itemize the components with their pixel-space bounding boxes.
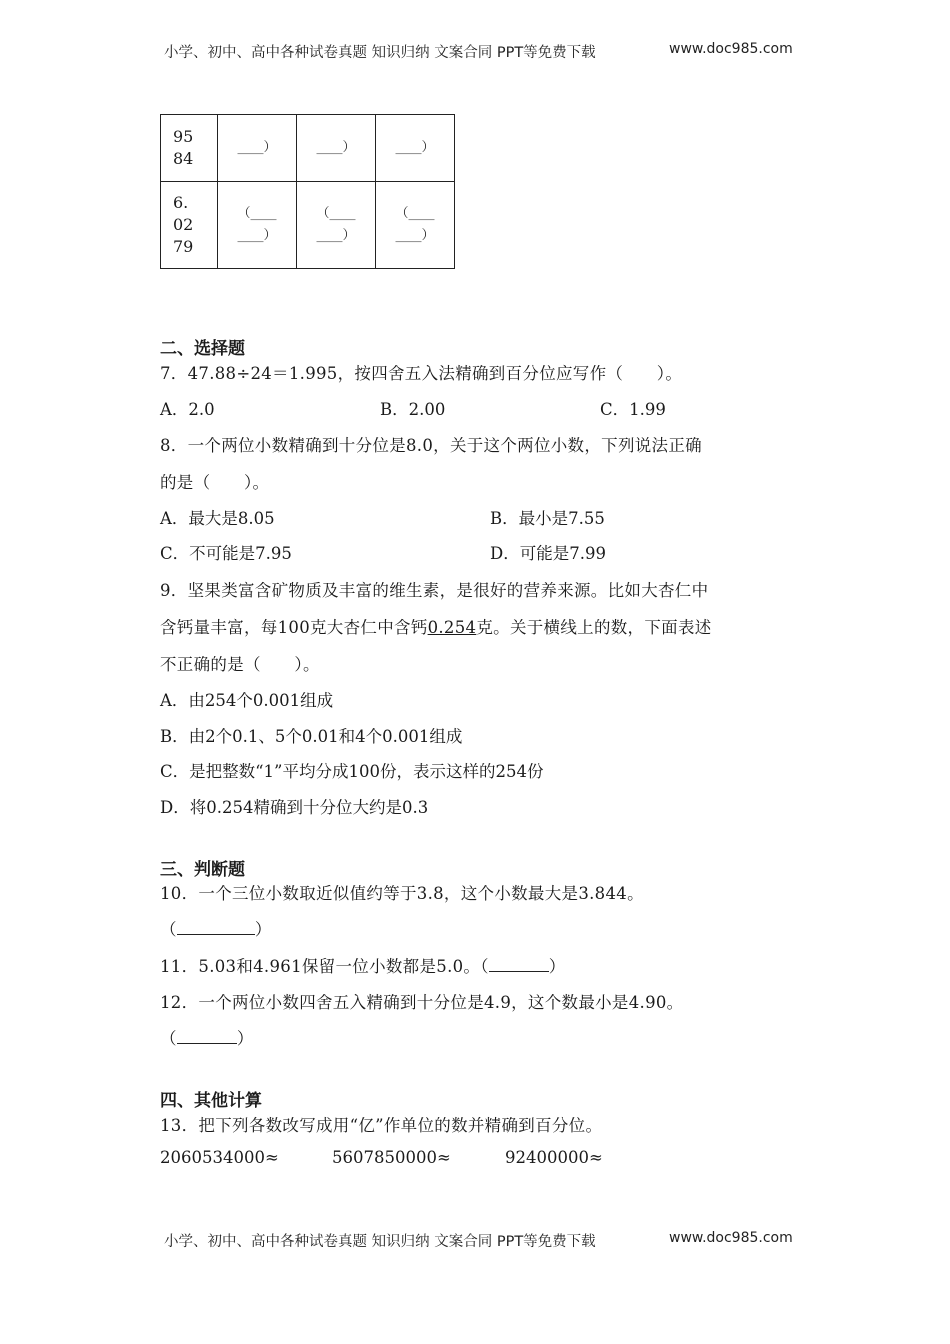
question-9-line2: 含钙量丰富，每100克大杏仁中含钙0.254克。关于横线上的数，下面表述 (160, 618, 712, 637)
question-7: 7．47.88÷24＝1.995，按四舍五入法精确到百分位应写作（ ）。 (160, 364, 683, 383)
question-11: 11．5.03和4.961保留一位小数都是5.0。（ ） (160, 957, 566, 976)
table-row (161, 182, 455, 269)
answer-blank[interactable]: ____） (218, 115, 297, 182)
option-8b[interactable]: B．最小是7.55 (490, 509, 605, 528)
option-7a[interactable]: A．2.0 (160, 400, 215, 419)
option-9b[interactable]: B．由2个0.1、5个0.01和4个0.001组成 (160, 727, 463, 746)
footer-site-link[interactable]: www.doc985.com (669, 1230, 793, 1246)
calc-item[interactable]: 92400000≈ (505, 1148, 603, 1167)
question-8-line1: 8．一个两位小数精确到十分位是8.0，关于这个两位小数，下列说法正确 (160, 436, 702, 455)
page-header (164, 41, 950, 62)
underlined-number: 0.254 (427, 618, 477, 637)
question-12: 12．一个两位小数四舍五入精确到十分位是4.9，这个数最小是4.90。 (160, 993, 684, 1012)
table-number-cell: 95 84 (161, 115, 218, 182)
calc-item[interactable]: 5607850000≈ (332, 1148, 451, 1167)
section-title-choice: 二、选择题 (160, 339, 245, 359)
page-footer (164, 1230, 950, 1251)
question-12-answer[interactable]: （ ） (160, 1029, 254, 1048)
section-title-judge: 三、判断题 (160, 860, 245, 880)
answer-blank[interactable]: ____） (297, 115, 376, 182)
option-9a[interactable]: A．由254个0.001组成 (160, 691, 334, 710)
footer-text: 小学、初中、高中各种试卷真题 知识归纳 文案合同 PPT等免费下载 (164, 1234, 596, 1250)
option-9d[interactable]: D．将0.254精确到十分位大约是0.3 (160, 798, 429, 817)
question-11-answer[interactable]: （ ） (480, 957, 566, 976)
table-number-cell: 6. 02 79 (161, 182, 218, 269)
answer-blank[interactable]: （____ ____） (218, 182, 297, 269)
answer-blank[interactable]: （____ ____） (376, 182, 455, 269)
option-8d[interactable]: D．可能是7.99 (490, 544, 606, 563)
table-row (161, 115, 455, 182)
rounding-table (160, 114, 455, 269)
question-10-answer[interactable]: （ ） (160, 920, 272, 939)
option-8c[interactable]: C．不可能是7.95 (160, 544, 292, 563)
question-13: 13．把下列各数改写成用“亿”作单位的数并精确到百分位。 (160, 1116, 603, 1135)
option-7b[interactable]: B．2.00 (380, 400, 446, 419)
question-8-line2: 的是（ ）。 (160, 473, 270, 492)
header-site-link[interactable]: www.doc985.com (669, 41, 793, 57)
answer-blank[interactable]: ____） (376, 115, 455, 182)
answer-blank[interactable]: （____ ____） (297, 182, 376, 269)
section-title-calc: 四、其他计算 (160, 1091, 262, 1111)
option-7c[interactable]: C．1.99 (600, 400, 666, 419)
option-9c[interactable]: C．是把整数“1”平均分成100份，表示这样的254份 (160, 762, 544, 781)
option-8a[interactable]: A．最大是8.05 (160, 509, 275, 528)
question-9-line3: 不正确的是（ ）。 (160, 655, 320, 674)
question-10: 10．一个三位小数取近似值约等于3.8，这个小数最大是3.844。 (160, 884, 644, 903)
header-text: 小学、初中、高中各种试卷真题 知识归纳 文案合同 PPT等免费下载 (164, 45, 596, 61)
question-9-line1: 9．坚果类富含矿物质及丰富的维生素，是很好的营养来源。比如大杏仁中 (160, 581, 709, 600)
calc-item[interactable]: 2060534000≈ (160, 1148, 279, 1167)
